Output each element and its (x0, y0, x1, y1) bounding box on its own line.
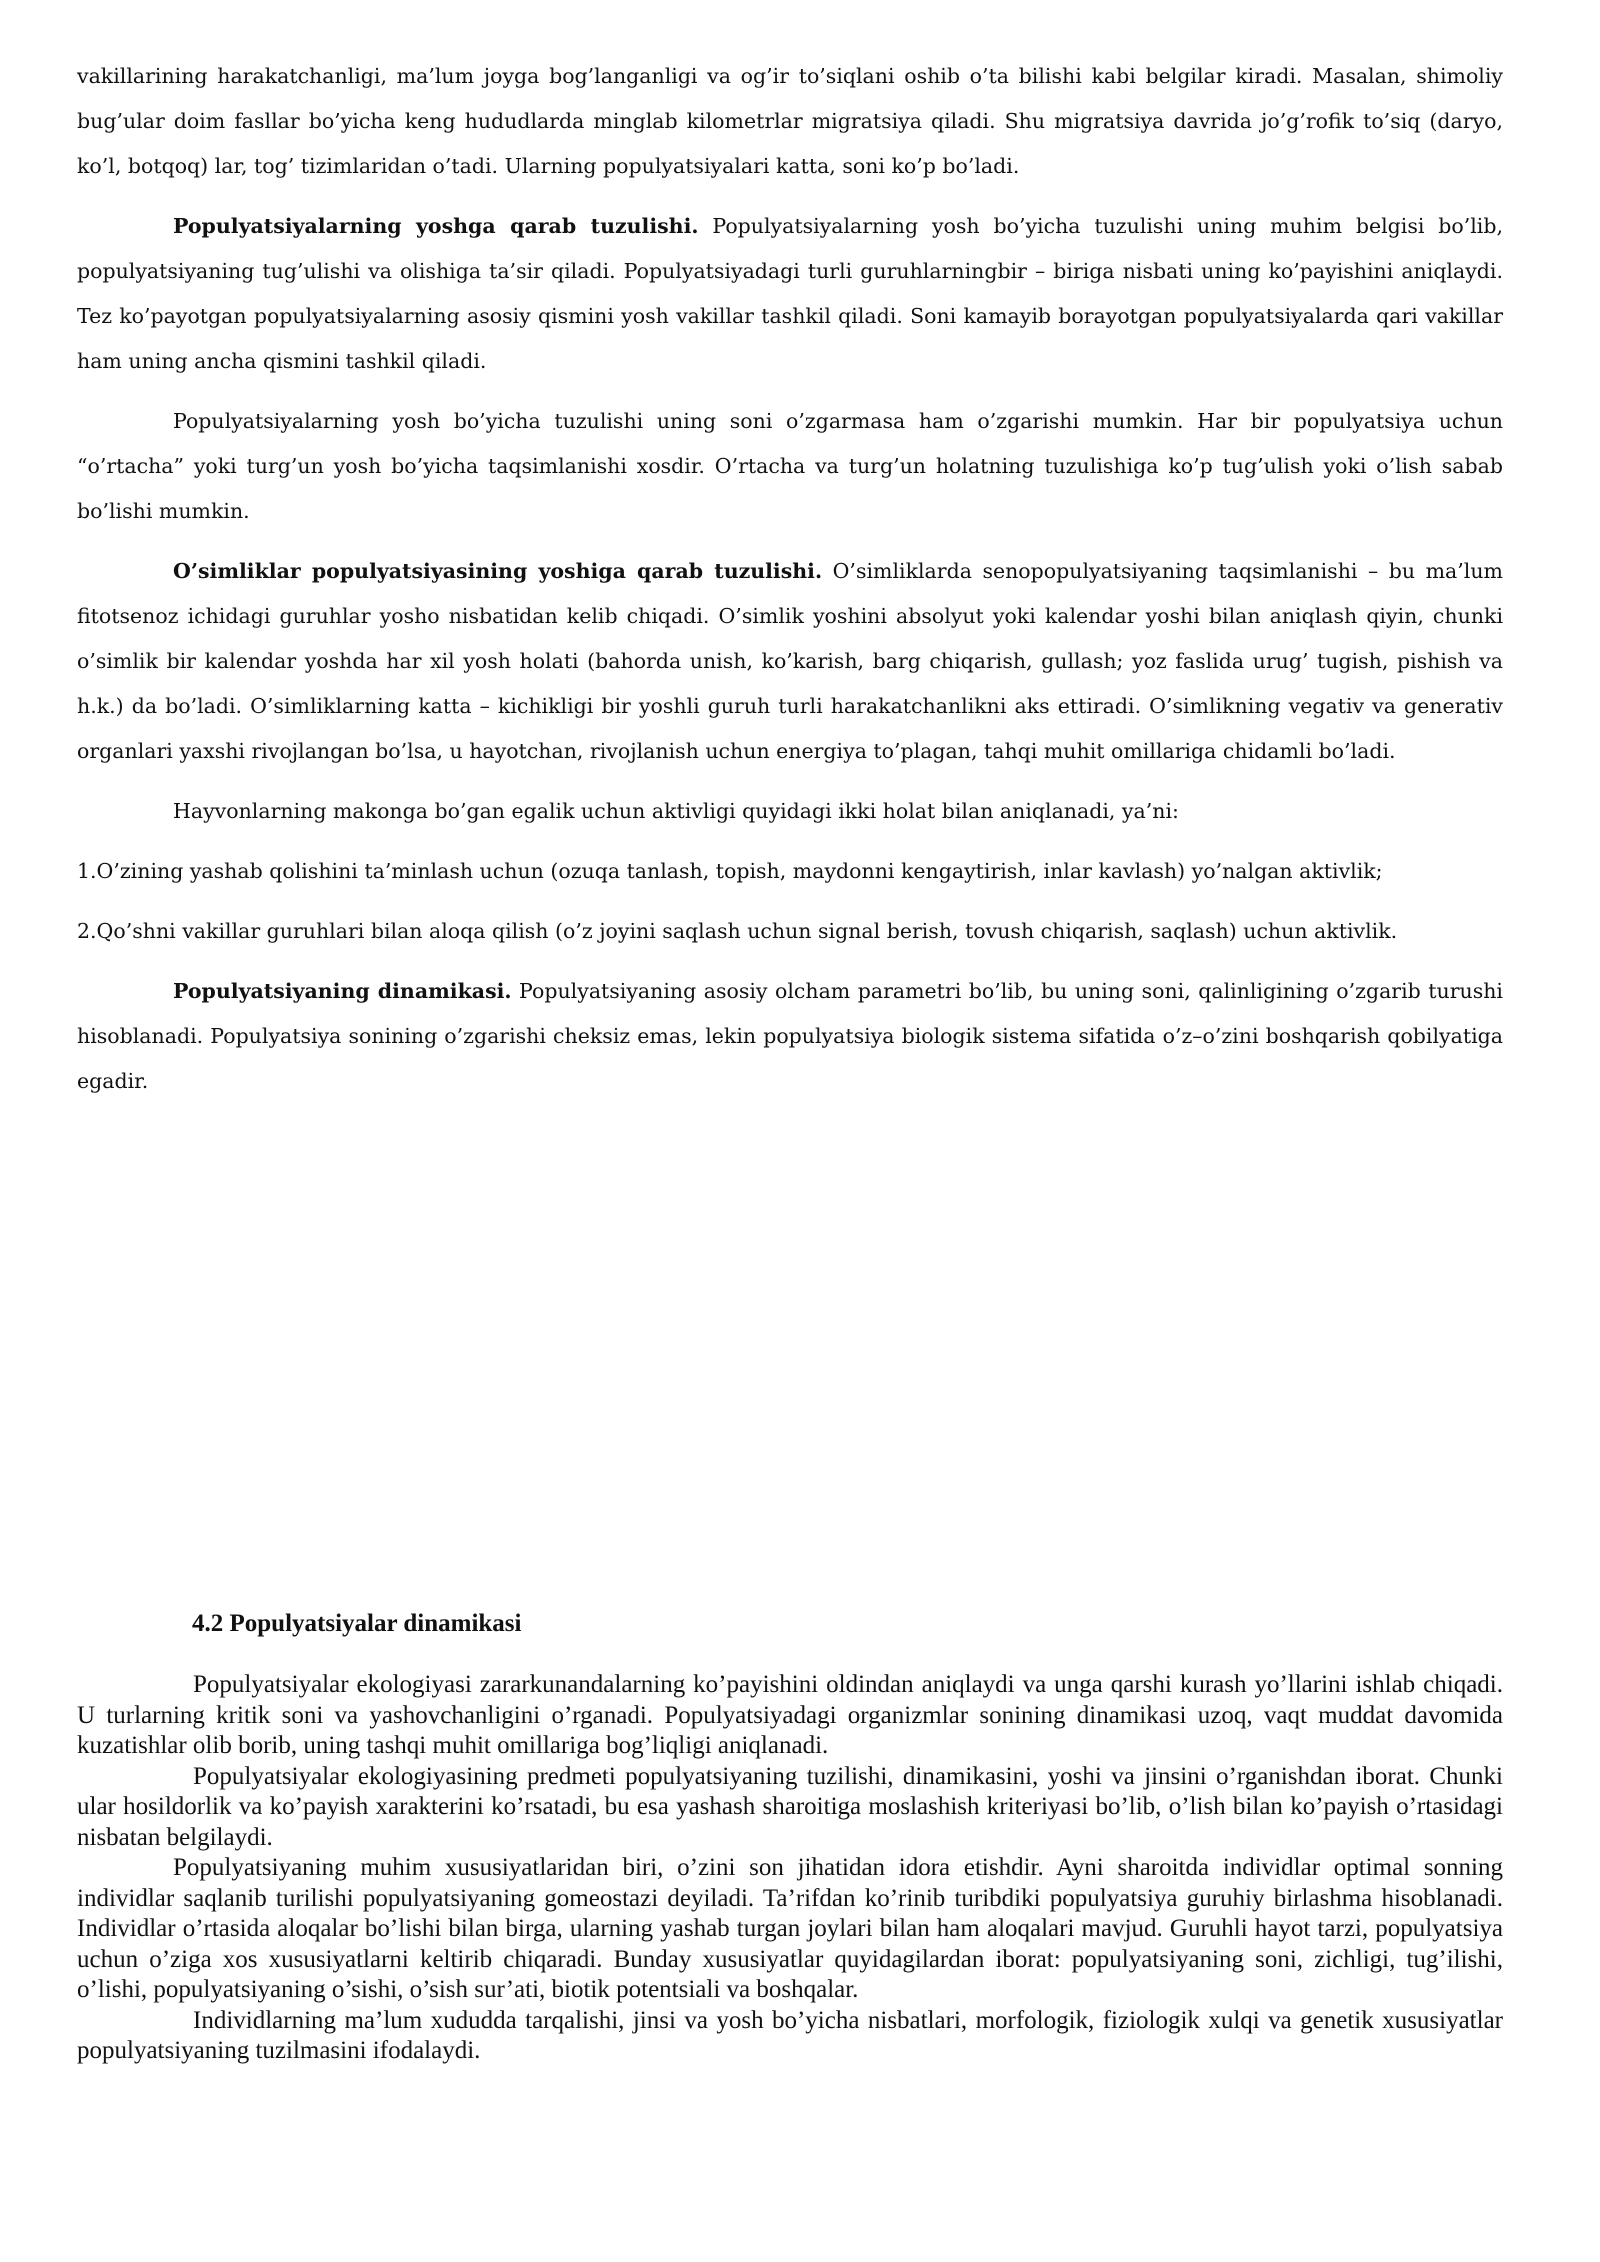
list-item: 2.Qo’shni vakillar guruhlari bilan aloqa qilish (o’z joyini saqlash uchun signal berish, tovush chiqarish, saqlash) uchun aktivlik. (77, 919, 1398, 943)
paragraph: vakillarining harakatchanligi, ma’lum joyga bog’langanligi va og’ir to’siqlani oshib o’ta bilishi kabi belgilar kiradi. Masalan, shimoliy bug’ular doim fasllar bo’yicha keng hududlarda minglab kilometrlar migratsiya qiladi. Shu migratsiya davrida jo’g’rofik to’siq (daryo, ko’l, botqoq) lar, tog’ tizimlaridan o’tadi. Ularning populyatsiyalari katta, soni ko’p bo’ladi. (77, 64, 1503, 178)
paragraph (77, 204, 1503, 384)
paragraph-title: O’simliklar populyatsiyasining yoshiga qarab tuzulishi. (173, 559, 823, 583)
section-heading: 4.2 Populyatsiyalar dinamikasi (192, 1610, 522, 1637)
paragraph-title: Populyatsiyalarning yoshga qarab tuzulishi. (173, 214, 699, 238)
paragraph: Individlarning ma’lum xududda tarqalishi, jinsi va yosh bo’yicha nisbatlari, morfologik, fiziologik xulqi va genetik xususiyatlar populyatsiyaning tuzilmasini ifodalaydi. (77, 2006, 1503, 2064)
paragraph (77, 549, 1503, 774)
paragraph: Populyatsiyalar ekologiyasi zararkunandalarning ko’payishini oldindan aniqlaydi va unga qarshi kurash yo’llarini ishlab chiqadi. U turlarning kritik soni va yashovchanligini o’rganadi. Populyatsiyadagi organizmlar sonining dinamikasi uzoq, vaqt muddat davomida kuzatishlar olib borib, uning tashqi muhit omillariga bog’liqligi aniqlanadi. (77, 1671, 1503, 1759)
section-populyatsiyalar-dinamikasi (77, 1670, 1503, 2067)
paragraph-text: Populyatsiyaning asosiy olcham parametri bo’lib, bu uning soni, qalinligining o’zgarib turushi hisoblanadi. Populyatsiya sonining o’zgarishi cheksiz emas, lekin populyatsiya biologik sistema sifatida o’z–o’zini boshqarish qobilyatiga egadir. (77, 979, 1503, 1093)
paragraph-text: O’simliklarda senopopulyatsiyaning taqsimlanishi – bu ma’lum fitotsenoz ichidagi guruhlar yosho nisbatidan kelib chiqadi. O’simlik yoshini absolyut yoki kalendar yoshi bilan aniqlash qiyin, chunki o’simlik bir kalendar yoshda har xil yosh holati (bahorda unish, ko’karish, barg chiqarish, gullash; yoz faslida urug’ tugish, pishish va h.k.) da bo’ladi. O’simliklarning katta – kichikligi bir yoshli guruh turli harakatchanlikni aks ettiradi. O’simlikning vegativ va generativ organlari yaxshi rivojlangan bo’lsa, u hayotchan, rivojlanish uchun energiya to’plagan, tahqi muhit omillariga chidamli bo’ladi. (77, 559, 1503, 763)
list-item: 1.O’zining yashab qolishini ta’minlash uchun (ozuqa tanlash, topish, maydonni kengaytirish, inlar kavlash) yo’nalgan aktivlik; (77, 859, 1383, 883)
paragraph-title: Populyatsiyaning dinamikasi. (173, 979, 512, 1003)
section-populyatsiya-tuzulishi (77, 54, 1503, 1119)
paragraph: Populyatsiyalarning yosh bo’yicha tuzulishi uning soni o’zgarmasa ham o’zgarishi mumkin. Har bir populyatsiya uchun “o’rtacha” yoki turg’un yosh bo’yicha taqsimlanishi xosdir. O’rtacha va turg’un holatning tuzulishiga ko’p tug’ulish yoki o’lish sabab bo’lishi mumkin. (77, 409, 1503, 523)
paragraph-text: Populyatsiyalarning yosh bo’yicha tuzulishi uning muhim belgisi bo’lib, populyatsiyaning tug’ulishi va olishiga ta’sir qiladi. Populyatsiyadagi turli guruhlarningbir – biriga nisbati uning ko’payishini aniqlaydi. Tez ko’payotgan populyatsiyalarning asosiy qismini yosh vakillar tashkil qiladi. Soni kamayib borayotgan populyatsiyalarda qari vakillar ham uning ancha qismini tashkil qiladi. (77, 214, 1504, 373)
paragraph: Populyatsiyalar ekologiyasining predmeti populyatsiyaning tuzilishi, dinamikasini, yoshi va jinsini o’rganishdan iborat. Chunki ular hosildorlik va ko’payish xarakterini ko’rsatadi, bu esa yashash sharoitiga moslashish kriteriyasi bo’lib, o’lish bilan ko’payish o’rtasidagi nisbatan belgilaydi. (77, 1762, 1503, 1851)
paragraph (77, 969, 1503, 1104)
paragraph: Hayvonlarning makonga bo’gan egalik uchun aktivligi quyidagi ikki holat bilan aniqlanadi, ya’ni: (173, 799, 1179, 823)
paragraph: Populyatsiyaning muhim xususiyatlaridan biri, o’zini son jihatidan idora etishdir. Ayni sharoitda individlar optimal sonning individlar saqlanib turilishi populyatsiyaning gomeostazi deyiladi. Ta’rifdan ko’rinib turibdiki populyatsiya guruhiy birlashma hisoblanadi. Individlar o’rtasida aloqalar bo’lishi bilan birga, ularning yashab turgan joylari bilan ham aloqalari mavjud. Guruhli hayot tarzi, populyatsiya uchun o’ziga xos xususiyatlarni keltirib chiqaradi. Bunday xususiyatlar quyidagilardan iborat: populyatsiyaning soni, zichligi, tug’ilishi, o’lishi, populyatsiyaning o’sishi, o’sish sur’ati, biotik potentsiali va boshqalar. (77, 1854, 1503, 2003)
